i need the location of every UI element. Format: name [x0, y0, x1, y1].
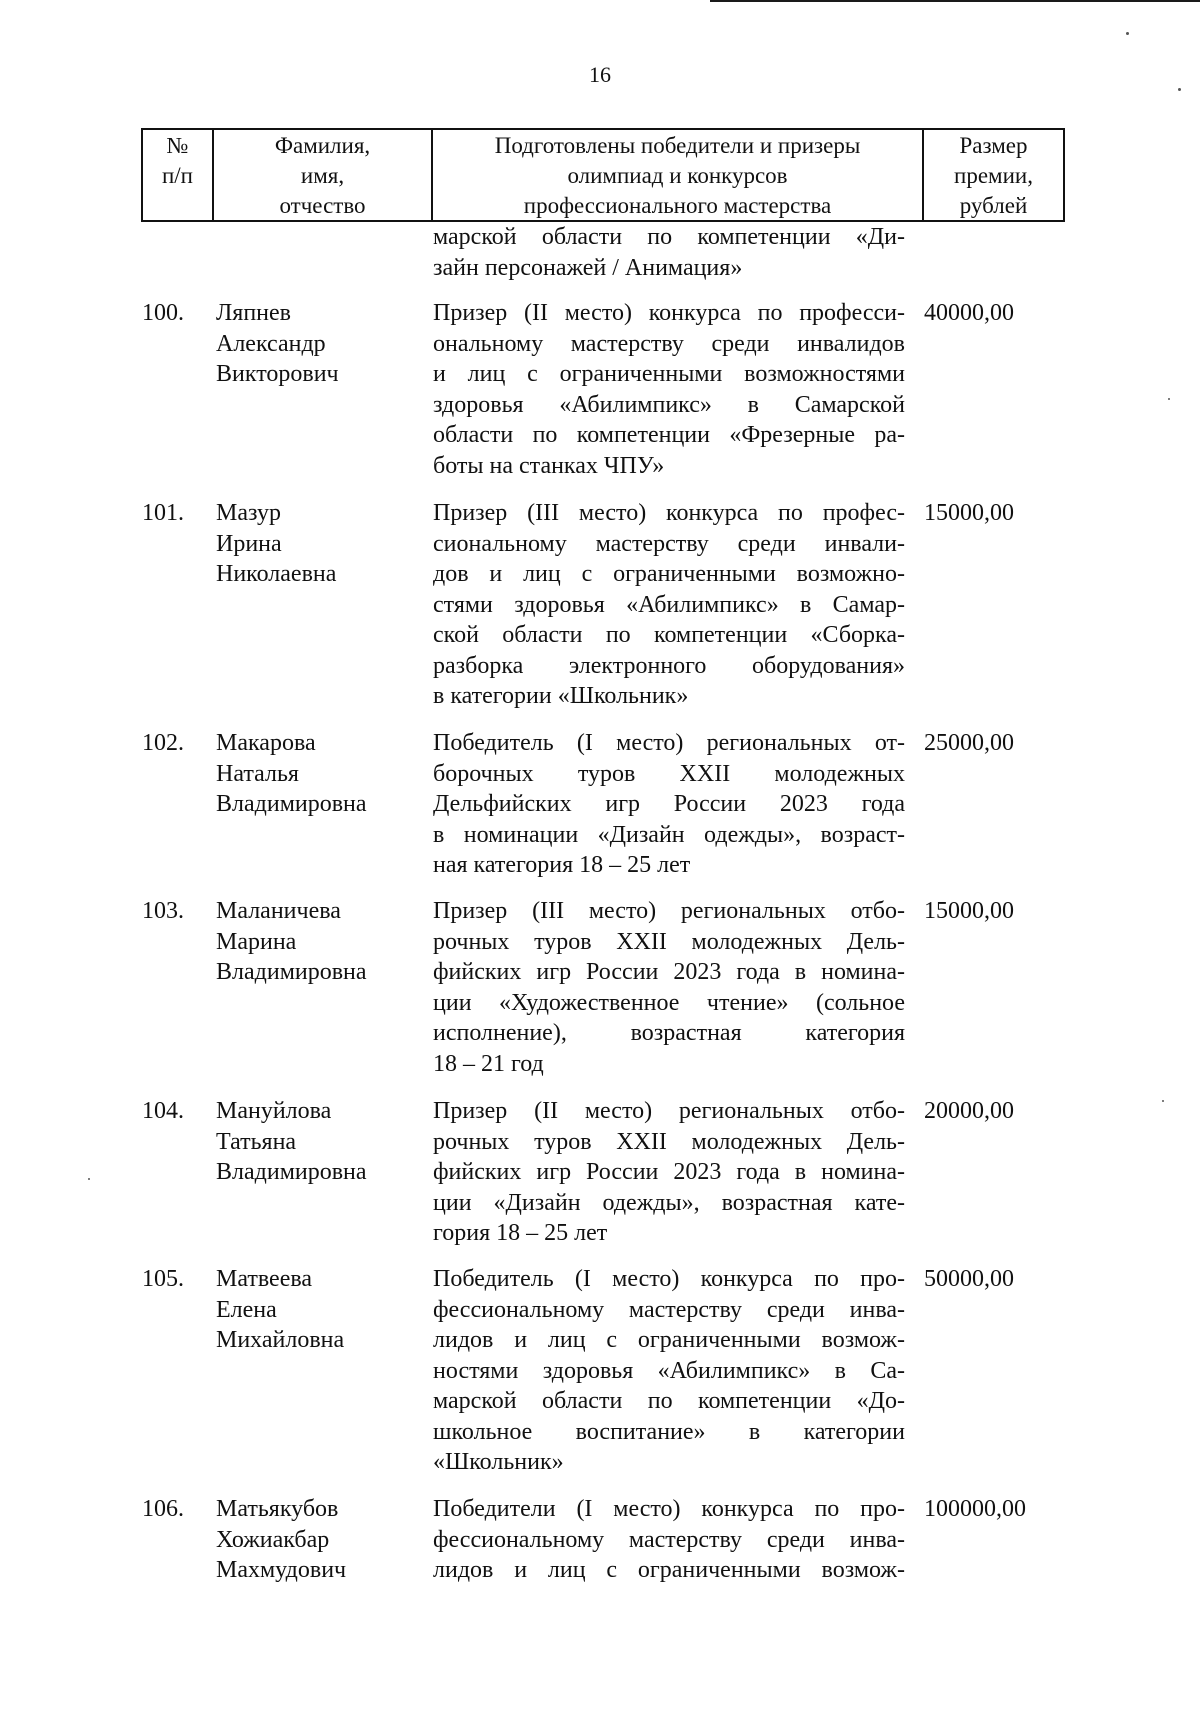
- prize-amount: 15000,00: [924, 898, 1014, 924]
- description-line: фессиональному мастерству среди инва-: [433, 1526, 905, 1553]
- achievement-description: [433, 298, 905, 481]
- description-line: в категории «Школьник»: [433, 683, 689, 709]
- scan-speck: [88, 1178, 90, 1180]
- header-text: Размер: [959, 133, 1028, 158]
- description-line: зайн персонажей / Анимация»: [433, 254, 743, 281]
- description-line: дов и лиц с ограниченными возможно-: [433, 561, 905, 587]
- description-line: школьное воспитание» в категории: [433, 1418, 905, 1445]
- achievement-description: [433, 728, 905, 881]
- header-text: олимпиад и конкурсов: [567, 163, 788, 188]
- recipient-name: [216, 1494, 416, 1586]
- first-name: Елена: [216, 1296, 277, 1323]
- recipient-name: [216, 298, 416, 390]
- description-line: 18 – 21 год: [433, 1050, 544, 1077]
- description-line: «Школьник»: [433, 1449, 564, 1475]
- patronymic: Михайловна: [216, 1327, 345, 1353]
- description-line: и лиц с ограниченными возможностями: [433, 361, 905, 387]
- prize-amount: 100000,00: [924, 1496, 1026, 1522]
- description-line: боты на станках ЧПУ»: [433, 452, 665, 479]
- description-line: ции «Дизайн одежды», возрастная кате-: [433, 1189, 905, 1216]
- scan-speck: [1162, 1100, 1164, 1102]
- description-line: Победители (I место) конкурса по про-: [433, 1496, 905, 1522]
- header-text: п/п: [161, 163, 193, 188]
- first-name: Хожиакбар: [216, 1526, 330, 1553]
- top-scan-rule: [710, 0, 1200, 2]
- description-line: стями здоровья «Абилимпикс» в Самар-: [433, 591, 905, 618]
- table-header: [141, 128, 1065, 222]
- patronymic: Викторович: [216, 361, 339, 387]
- prize-amount: 25000,00: [924, 730, 1014, 756]
- surname: Матьякубов: [216, 1496, 339, 1522]
- description-line: ции «Художественное чтение» (сольное: [433, 989, 905, 1016]
- description-line: лидов и лиц с ограниченными возмож-: [433, 1557, 905, 1583]
- first-name: Александр: [216, 330, 326, 357]
- row-number: 102.: [142, 730, 184, 756]
- description-line: в номинации «Дизайн одежды», возраст-: [433, 821, 905, 848]
- description-line: ностями здоровья «Абилимпикс» в Са-: [433, 1357, 905, 1384]
- recipient-name: [216, 1264, 416, 1356]
- description-line: марской области по компетенции «Ди-: [433, 224, 905, 250]
- patronymic: Владимировна: [216, 1159, 367, 1185]
- first-name: Татьяна: [216, 1128, 297, 1155]
- description-line: рочных туров XXII молодежных Дель-: [433, 1128, 905, 1155]
- header-text: рублей: [959, 193, 1028, 218]
- row-number: 104.: [142, 1098, 184, 1124]
- patronymic: Махмудович: [216, 1557, 347, 1583]
- description-line: Победитель (I место) региональных от-: [433, 730, 905, 756]
- achievement-description: [433, 222, 905, 283]
- description-line: области по компетенции «Фрезерные ра-: [433, 422, 905, 448]
- header-cell-fullname: [214, 130, 433, 220]
- description-line: фийских игр России 2023 года в номина-: [433, 959, 905, 985]
- description-line: фессиональному мастерству среди инва-: [433, 1296, 905, 1323]
- description-line: рочных туров XXII молодежных Дель-: [433, 928, 905, 955]
- recipient-name: [216, 728, 416, 820]
- first-name: Марина: [216, 928, 297, 955]
- description-line: Призер (II место) конкурса по професси-: [433, 300, 905, 326]
- recipient-name: [216, 1096, 416, 1188]
- description-line: Призер (III место) конкурса по профес-: [433, 500, 905, 526]
- header-cell-amount: [924, 130, 1063, 220]
- description-line: ской области по компетенции «Сборка-: [433, 622, 905, 648]
- surname: Мануйлова: [216, 1098, 332, 1124]
- description-line: Призер (II место) региональных отбо-: [433, 1098, 905, 1124]
- header-cell-achievement: [433, 130, 924, 220]
- header-cell-number: [143, 130, 214, 220]
- header-text: отчество: [279, 193, 366, 218]
- description-line: Дельфийских игр России 2023 года: [433, 791, 905, 817]
- description-line: исполнение), возрастная категория: [433, 1020, 905, 1046]
- description-line: сиональному мастерству среди инвали-: [433, 530, 905, 557]
- description-line: ная категория 18 – 25 лет: [433, 852, 691, 878]
- row-number: 101.: [142, 500, 184, 526]
- row-number: 103.: [142, 898, 184, 924]
- surname: Мазур: [216, 500, 281, 526]
- first-name: Ирина: [216, 530, 282, 557]
- surname: Макарова: [216, 730, 316, 756]
- description-line: ональному мастерству среди инвалидов: [433, 330, 905, 357]
- patronymic: Николаевна: [216, 561, 337, 587]
- prize-amount: 20000,00: [924, 1098, 1014, 1124]
- scan-speck: [1126, 32, 1129, 35]
- achievement-description: [433, 896, 905, 1079]
- description-line: разборка электронного оборудования»: [433, 652, 905, 679]
- row-number: 106.: [142, 1496, 184, 1522]
- prize-amount: 15000,00: [924, 500, 1014, 526]
- patronymic: Владимировна: [216, 959, 367, 985]
- row-number: 100.: [142, 300, 184, 326]
- description-line: борочных туров XXII молодежных: [433, 760, 905, 787]
- page-number: 16: [589, 62, 611, 87]
- header-text: №: [166, 133, 189, 158]
- prize-amount: 50000,00: [924, 1266, 1014, 1292]
- achievement-description: [433, 1494, 905, 1586]
- header-text: профессионального мастерства: [523, 193, 832, 218]
- header-text: Подготовлены победители и призеры: [494, 133, 861, 158]
- description-line: фийских игр России 2023 года в номина-: [433, 1159, 905, 1185]
- surname: Матвеева: [216, 1266, 313, 1292]
- prize-amount: 40000,00: [924, 300, 1014, 326]
- recipient-name: [216, 498, 416, 590]
- header-text: премии,: [954, 163, 1033, 188]
- achievement-description: [433, 1096, 905, 1249]
- description-line: здоровья «Абилимпикс» в Самарской: [433, 391, 905, 418]
- description-line: лидов и лиц с ограниченными возмож-: [433, 1327, 905, 1353]
- patronymic: Владимировна: [216, 791, 367, 817]
- description-line: гория 18 – 25 лет: [433, 1220, 608, 1246]
- surname: Маланичева: [216, 898, 341, 924]
- description-line: Победитель (I место) конкурса по про-: [433, 1266, 905, 1292]
- surname: Ляпнев: [216, 300, 291, 326]
- description-line: марской области по компетенции «До-: [433, 1388, 905, 1414]
- achievement-description: [433, 1264, 905, 1478]
- description-line: Призер (III место) региональных отбо-: [433, 898, 905, 924]
- row-number: 105.: [142, 1266, 184, 1292]
- achievement-description: [433, 498, 905, 712]
- first-name: Наталья: [216, 760, 299, 787]
- scan-speck: [1168, 398, 1170, 400]
- header-text: имя,: [300, 163, 345, 188]
- scan-speck: [1178, 88, 1181, 91]
- header-text: Фамилия,: [274, 133, 371, 158]
- recipient-name: [216, 896, 416, 988]
